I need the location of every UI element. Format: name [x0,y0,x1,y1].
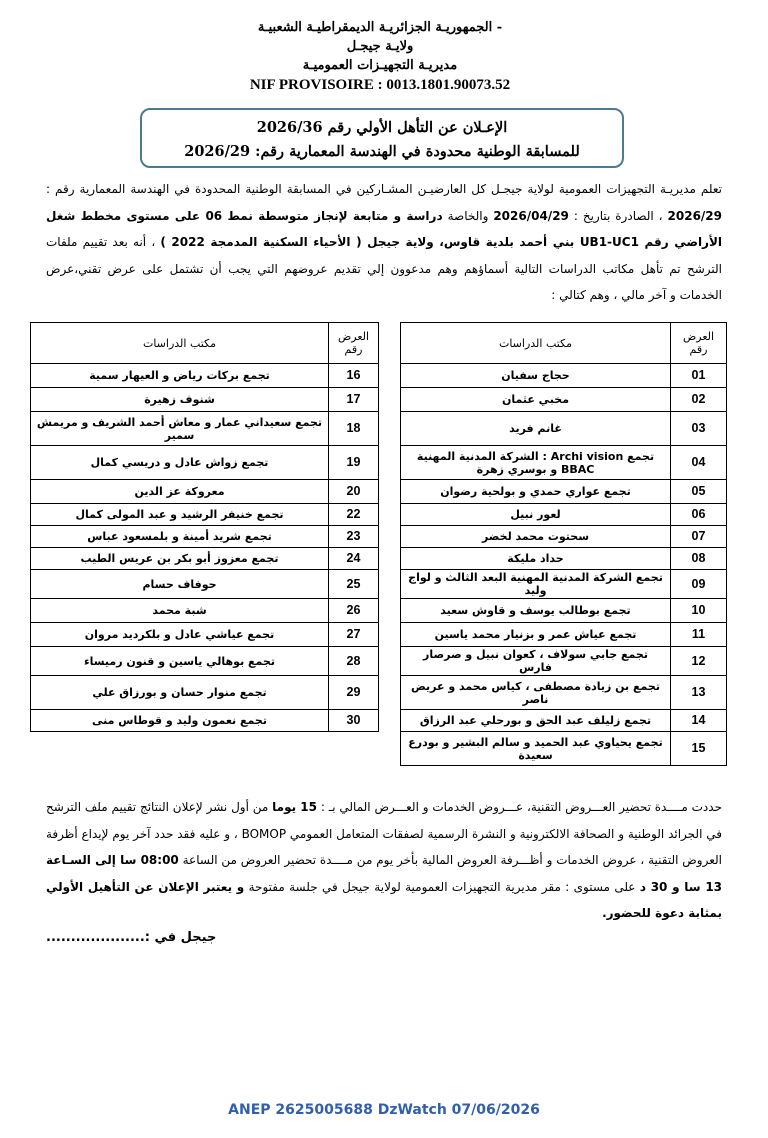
column-gap [379,570,401,599]
table-row [31,504,727,526]
office-name-cell: لعور نبيل [401,504,671,526]
column-gap [379,732,401,766]
offer-number-cell: 01 [671,364,727,388]
office-name-cell: تجمع شريد أمينة و بلمسعود عباس [31,526,329,548]
document-header [200,18,560,96]
signature-place-date: جيجل في :.................... [46,930,217,945]
office-name-cell: مخبي عثمان [401,388,671,412]
offer-number-cell: 16 [329,364,379,388]
offer-number-cell: 07 [671,526,727,548]
table-row [31,412,727,446]
column-gap [379,412,401,446]
column-gap [379,599,401,623]
office-name-cell: تجمع سعيداني عمار و معاش أحمد الشريف و مريمش سمير [31,412,329,446]
office-name-cell: حداد مليكة [401,548,671,570]
announcement-title-box [140,108,624,168]
offer-number-cell: 06 [671,504,727,526]
offer-number-cell: 15 [671,732,727,766]
column-gap [379,526,401,548]
office-name-cell: تجمع يحياوي عبد الحميد و سالم البشير و بودرع سعيدة [401,732,671,766]
table-header-row [31,323,727,364]
office-name-cell: تجمع زليلف عبد الحق و بورحلي عبد الرزاق [401,710,671,732]
offer-number-cell: 11 [671,623,727,647]
offer-number-cell: 23 [329,526,379,548]
offer-number-cell: 26 [329,599,379,623]
offer-number-cell: 02 [671,388,727,412]
offer-number-cell: 18 [329,412,379,446]
office-name-cell: تجمع منوار حسان و بورزاق علي [31,676,329,710]
table-body [31,364,727,766]
offer-number-cell: 19 [329,446,379,480]
column-gap [379,323,401,364]
empty-cell [329,732,379,766]
offer-number-cell: 03 [671,412,727,446]
intro-text-3: والخاصة [442,208,494,223]
table-row [31,364,727,388]
column-gap [379,623,401,647]
republic-name: - الجمهوريـة الجزائريـة الديمقراطيـة الشعبيـة [257,20,503,35]
office-name-cell: تجمع الشركة المدنية المهنية البعد الثالث و لواج وليد [401,570,671,599]
signature-line [46,930,722,945]
closing-text-1: حددت مــــدة تحضير العـــروض التقنية، عـــروض الخدمات و العـــرض المالي بـ : [317,800,722,814]
offer-number-cell: 05 [671,480,727,504]
column-gap [379,504,401,526]
office-name-cell: سحتوت محمد لخضر [401,526,671,548]
office-name-cell: تجمع زواش عادل و دريسي كمال [31,446,329,480]
office-name-cell: تجمع بوهالي ياسين و قنون رميساء [31,647,329,676]
office-name-cell: تجمع بوطالب يوسف و قاوش سعيد [401,599,671,623]
invitation-note: و يعتبر الإعلان عن التأهيل الأولي بمثابة دعوة للحضور. [46,879,722,920]
footer-reference: ANEP 2625005688 DzWatch 07/06/2026 [228,1102,540,1118]
empty-cell [31,732,329,766]
header-office-name: مكتب الدراسات [31,323,329,364]
office-name-cell: تجمع Archi vision : الشركة المدنية المهنية BBAC و بوسري زهرة [401,446,671,480]
closing-text-3: على مستوى : مقر مديرية التجهيزات العمومية لولاية جيجل في جلسة مفتوحة [244,879,640,894]
office-name-cell: تجمع بن زيادة مصطفى ، كياس محمد و عريض ناصر [401,676,671,710]
office-name-cell: حوفاف حسام [31,570,329,599]
column-gap [379,446,401,480]
table-row [31,732,727,766]
table-row [31,710,727,732]
office-name-cell: شبة محمد [31,599,329,623]
table-row [31,647,727,676]
deposit-hours: 08:00 سا إلى السـاعة 13 سا و 30 د [46,853,723,894]
offer-number-cell: 17 [329,388,379,412]
office-name-cell: تجمع جابي سولاف ، كعوان نبيل و صرصار فارس [401,647,671,676]
offer-number-cell: 20 [329,480,379,504]
table-row [31,623,727,647]
table-row [31,599,727,623]
intro-text-2: ، الصادرة بتاريخ : [568,208,668,223]
offer-number-cell: 10 [671,599,727,623]
competition-number: 2026/29 [667,208,722,223]
column-gap [379,676,401,710]
column-gap [379,710,401,732]
office-name-cell: معروكة عز الدين [31,480,329,504]
offer-number-cell: 25 [329,570,379,599]
table-row [31,548,727,570]
intro-paragraph [46,176,722,309]
table-row [31,388,727,412]
table-row [31,526,727,548]
office-name-cell: تجمع معزوز أبو بكر بن عريس الطيب [31,548,329,570]
office-name-cell: شنوف زهيرة [31,388,329,412]
directorate-name: مديريـة التجهيـزات العموميـة [302,58,458,73]
table-row [31,446,727,480]
offer-number-cell: 29 [329,676,379,710]
closing-text-2: من أول نشر لإعلان النتائج تقييم ملف الترشح في الجرائد الوطنية و الصحافة الالكترونية و النشرة الرسمية لصفقات المتعامل العمومي BOMOP ، و عليه فقد حدد آخر يوم لإيداع أظرفة العروض التقنية ، عروض الخدمات و أظـــرفة العروض المالية بأخر يوم من مــــدة تحضير العروض من الساعة [46,800,722,867]
intro-text-1: تعلم مديريـة التجهيزات العمومية لولاية جيجـل كل العارضيـن المشـاركين في المسابقة الوطنية المحدودة في الهندسة المعمارية رقم : [46,182,722,196]
offer-number-cell: 04 [671,446,727,480]
offer-number-cell: 09 [671,570,727,599]
closing-paragraph [46,794,722,927]
column-gap [379,388,401,412]
header-office-name: مكتب الدراسات [401,323,671,364]
office-name-cell: تجمع بركات رياض و العيهار سمية [31,364,329,388]
announcement-title: الإعـلان عن التأهل الأولي رقم 2026/36 [256,119,508,136]
intro-text-4: ، أنه بعد تقييم ملفات الترشح تم تأهل مكاتب الدراسات التالية أسماؤهم وهم مدعوون إلي تقديم عروضهم التي يجب أن تشتمل على عرض تقني،عرض الخدمات و آخر مالي ، وهم كتالي : [46,235,722,302]
wilaya-name: ولايـة جيجـل [346,39,414,54]
column-gap [379,548,401,570]
office-name-cell: غانم فريد [401,412,671,446]
issue-date: 2026/04/29 [493,208,569,223]
header-offer-number: العرض رقم [671,323,727,364]
preparation-duration: 15 يوما [272,800,317,814]
office-name-cell: تجمع خنيفر الرشيد و عبد المولى كمال [31,504,329,526]
offer-number-cell: 30 [329,710,379,732]
offer-number-cell: 12 [671,647,727,676]
office-name-cell: تجمع نعمون وليد و قوطاس منى [31,710,329,732]
qualified-offices-table [30,322,727,766]
competition-title: للمسابقة الوطنية محدودة في الهندسة المعمارية رقم: 2026/29 [184,143,580,160]
header-offer-number: العرض رقم [329,323,379,364]
office-name-cell: تجمع عياشي عادل و بلكرديد مروان [31,623,329,647]
table-row [31,676,727,710]
office-name-cell: تجمع عواري حمدي و بولحية رضوان [401,480,671,504]
offer-number-cell: 22 [329,504,379,526]
column-gap [379,647,401,676]
project-description: دراسة و متابعة لإنجاز متوسطة نمط 06 على مستوى مخطط شغل الأراضي رقم UB1-UC1 بني أحمد بلدية قاوس، ولاية جيجل ( الأحياء السكنية المدمجة 2022 ) [46,208,723,249]
column-gap [379,364,401,388]
office-name-cell: حجاج سفيان [401,364,671,388]
table-row [31,480,727,504]
offer-number-cell: 08 [671,548,727,570]
table-row [31,570,727,599]
column-gap [379,480,401,504]
offer-number-cell: 13 [671,676,727,710]
offer-number-cell: 14 [671,710,727,732]
offer-number-cell: 27 [329,623,379,647]
office-name-cell: تجمع عياش عمر و بزنيار محمد ياسين [401,623,671,647]
offer-number-cell: 28 [329,647,379,676]
nif-number: NIF PROVISOIRE : 0013.1801.90073.52 [249,77,511,93]
offer-number-cell: 24 [329,548,379,570]
